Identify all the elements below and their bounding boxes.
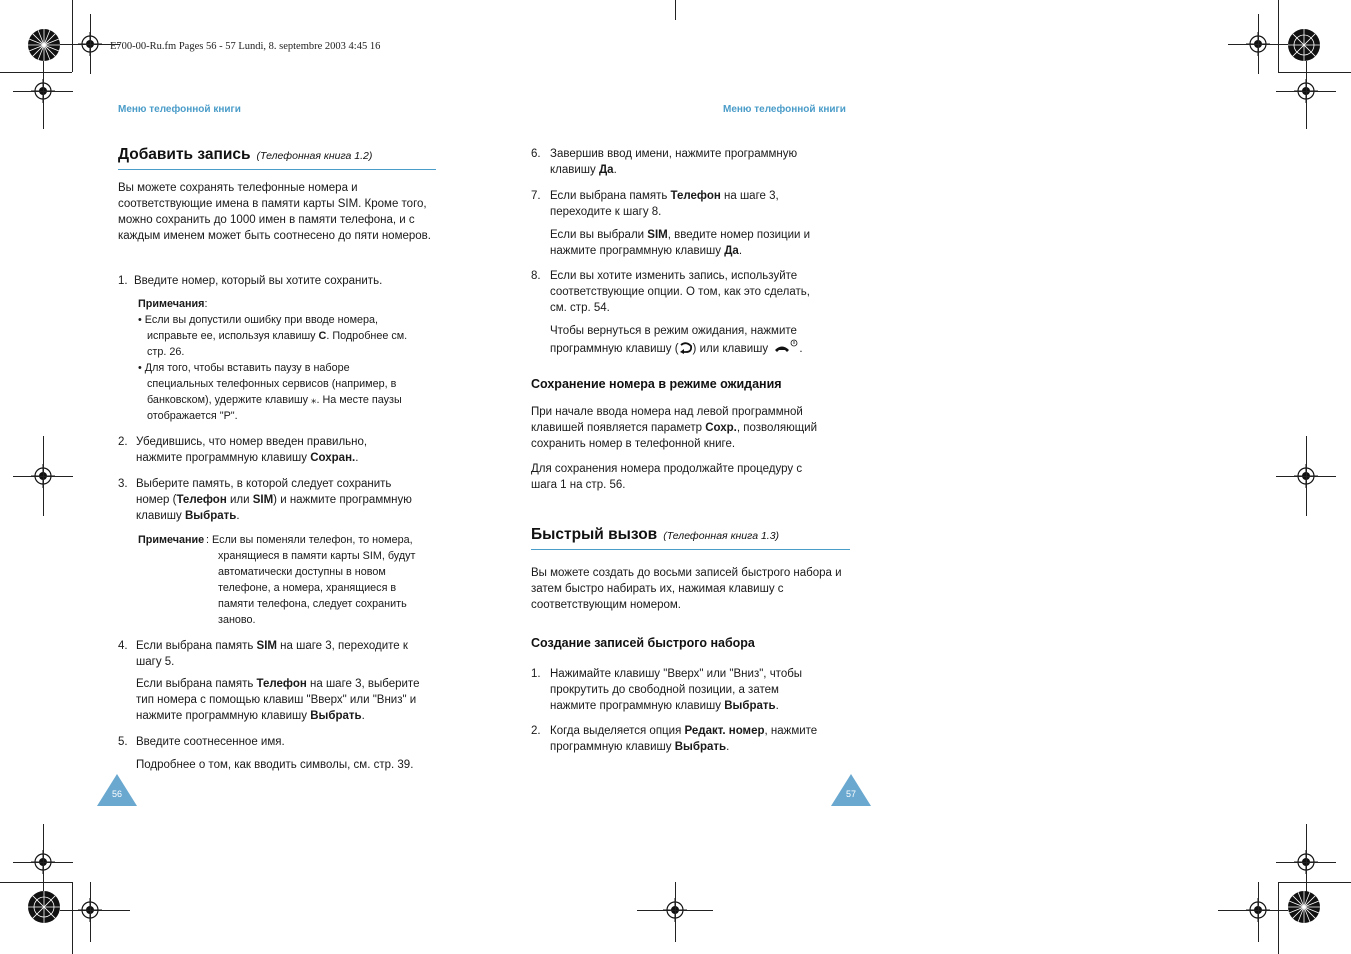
note-memory: Примечание : Если вы поменяли телефон, то номера, хранящиеся в памяти карты SIM, будут автоматически доступны в новом телефоне, а номера, хранящиеся в памяти телефона, следует сохранить заново. — [138, 534, 416, 626]
page-number: 57 — [845, 789, 856, 799]
page-number: 56 — [111, 789, 122, 799]
intro-paragraph: Вы можете сохранять телефонные номера и соответствующие имена в памяти карты SIM. Кроме того, можно сохранить до 1000 имен в памяти телефона, и с каждым именем может быть соотнесено до пяти номеров. — [118, 182, 431, 242]
heading-rule — [531, 549, 850, 550]
step-4-extra: Если выбрана память Телефон на шаге 3, выберите тип номера с помощью клавиш "Вверх" или "Вниз" и нажмите программную клавишу Выбрать. — [136, 678, 420, 722]
starburst-target-icon — [27, 890, 61, 924]
file-header: E700-00-Ru.fm Pages 56 - 57 Lundi, 8. septembre 2003 4:45 16 — [110, 41, 381, 52]
starburst-target-icon — [1287, 28, 1321, 62]
heading-sub: (Телефонная книга 1.2) — [256, 150, 373, 162]
step-7-extra: Если вы выбрали SIM, введите номер позиции и нажмите программную клавишу Да. — [550, 229, 811, 257]
notes-title: Примечания — [138, 298, 205, 310]
step-1: 1. Введите номер, который вы хотите сохранить. — [118, 275, 383, 287]
subheading-standby: Сохранение номера в режиме ожидания — [531, 377, 782, 391]
crop-mark — [0, 882, 72, 883]
standby-paragraph-1: При начале ввода номера над левой программной клавишей появляется параметр Сохр., позволяющий сохранить номер в телефонной книге. — [531, 406, 818, 450]
step-8-extra: Чтобы вернуться в режим ожидания, нажмите программную клавишу ( ) или клавишу . — [550, 325, 803, 355]
crop-mark — [1278, 882, 1279, 954]
step-7: 7. Если выбрана память Телефон на шаге 3, переходите к шагу 8. — [531, 190, 779, 218]
step-5: 5. Введите соотнесенное имя. — [118, 736, 285, 748]
speed-dial-paragraph: Вы можете создать до восьми записей быстрого набора и затем быстро набирать их, нажимая клавишу с соответствующим номером. — [531, 567, 842, 611]
standby-paragraph-2: Для сохранения номера продолжайте процедуру с шага 1 на стр. 56. — [531, 463, 803, 491]
crop-mark — [675, 0, 676, 20]
crop-mark — [1278, 882, 1351, 883]
star-key-icon: ⁎ — [311, 394, 317, 406]
starburst-target-icon — [1287, 890, 1321, 924]
end-call-key-icon — [771, 339, 799, 355]
step-5-extra: Подробнее о том, как вводить символы, см. стр. 39. — [136, 759, 414, 771]
crop-mark — [72, 0, 73, 72]
speed-step-1: 1. Нажимайте клавишу "Вверх" или "Вниз", чтобы прокрутить до свободной позиции, а затем нажмите программную клавишу Выбрать. — [531, 668, 803, 712]
back-softkey-icon — [679, 342, 693, 354]
crop-mark — [1278, 0, 1279, 72]
crop-mark — [0, 72, 72, 73]
section-label: Меню телефонной книги — [723, 104, 846, 115]
crop-mark — [1278, 72, 1351, 73]
section-label: Меню телефонной книги — [118, 104, 241, 115]
section-title-speed-dial: Быстрый вызов (Телефонная книга 1.3) — [531, 526, 780, 543]
starburst-target-icon — [27, 28, 61, 62]
step-2: 2. Убедившись, что номер введен правильно, нажмите программную клавишу Сохран.. — [118, 436, 368, 464]
step-3: 3. Выберите память, в которой следует сохранить номер (Телефон или SIM) и нажмите программную клавишу Выбрать. — [118, 478, 412, 522]
step-8: 8. Если вы хотите изменить запись, используйте соответствующие опции. О том, как это сделать, см. стр. 54. — [531, 270, 810, 314]
step-4: 4. Если выбрана память SIM на шаге 3, переходите к шагу 5. — [118, 640, 408, 668]
subheading-create-speed-dial: Создание записей быстрого набора — [531, 636, 755, 650]
notes-block: Примечания: • Если вы допустили ошибку при вводе номера, исправьте ее, используя клавишу C. Подробнее см. стр. 26. • Для того, чтобы вставить паузу в наборе специальных телефонных сервисов (например, в банковском), удержите клавишу ⁎. На месте паузы отображается "P". — [138, 298, 408, 422]
crop-mark — [72, 882, 73, 954]
heading-text: Добавить запись — [118, 146, 251, 163]
note-title: Примечание — [138, 534, 205, 546]
speed-step-2: 2. Когда выделяется опция Редакт. номер, нажмите программную клавишу Выбрать. — [531, 725, 818, 753]
step-6: 6. Завершив ввод имени, нажмите программную клавишу Да. — [531, 148, 798, 176]
page-title — [118, 146, 372, 164]
heading-rule — [118, 169, 436, 170]
